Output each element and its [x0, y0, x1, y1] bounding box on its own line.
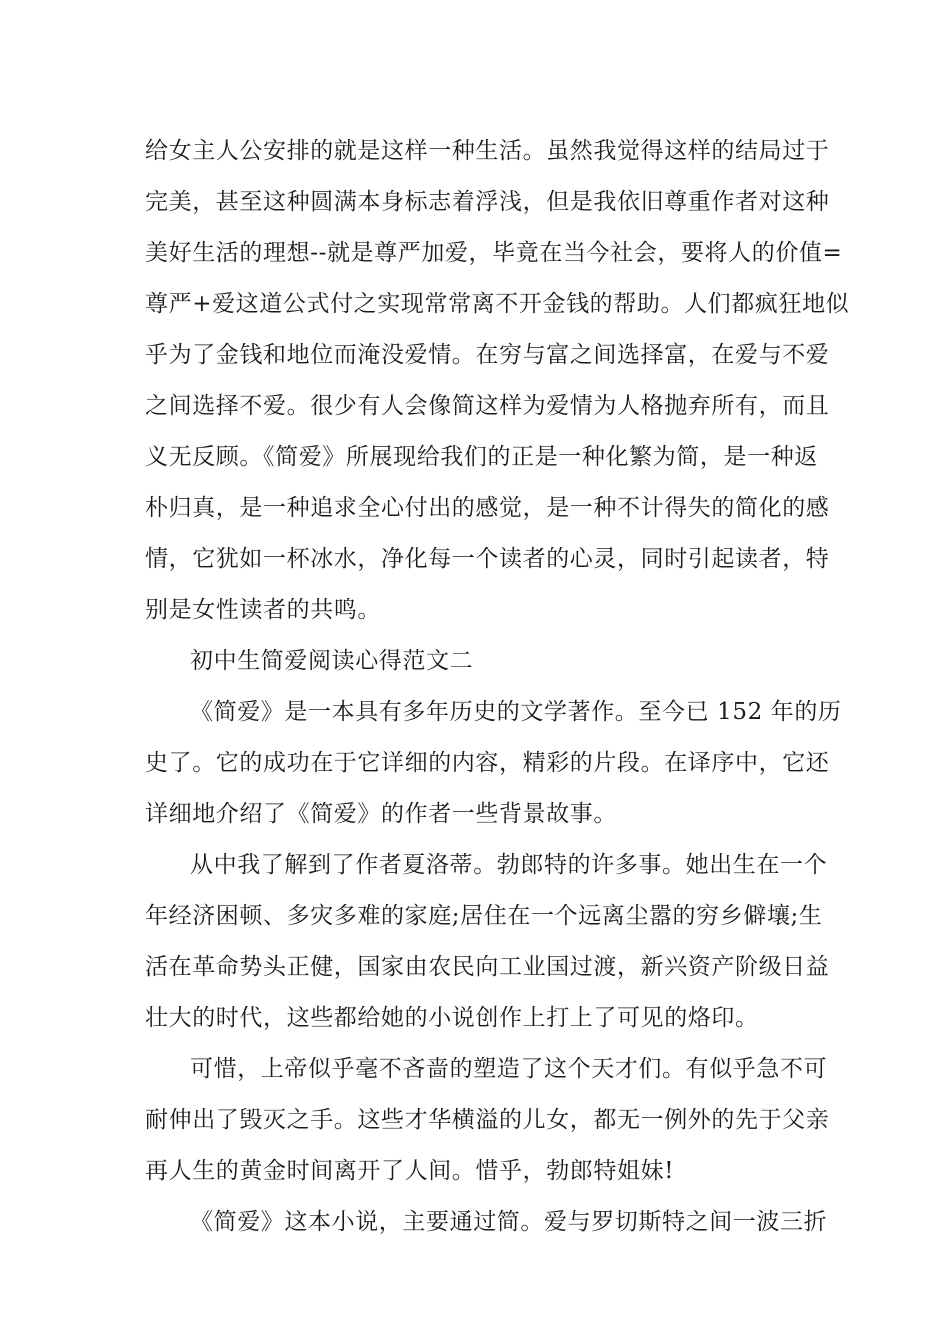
- text-line: 《简爱》这本小说，主要通过简。爱与罗切斯特之间一波三折: [190, 1209, 828, 1235]
- text-line: 再人生的黄金时间离开了人间。惜乎，勃郎特姐妹!: [145, 1158, 675, 1184]
- text-line: 给女主人公安排的就是这样一种生活。虽然我觉得这样的结局过于: [145, 138, 830, 164]
- text-line: 壮大的时代，这些都给她的小说创作上打上了可见的烙印。: [145, 1005, 759, 1031]
- text-line: 《简爱》是一本具有多年历史的文学著作。至今已 152 年的历: [190, 699, 842, 725]
- text-line: 尊严+爱这道公式付之实现常常离不开金钱的帮助。人们都疯狂地似: [145, 291, 850, 317]
- text-line: 从中我了解到了作者夏洛蒂。勃郎特的许多事。她出生在一个: [190, 852, 828, 878]
- text-line: 年经济困顿、多灾多难的家庭;居住在一个远离尘嚣的穷乡僻壤;生: [145, 903, 823, 929]
- text-line: 乎为了金钱和地位而淹没爱情。在穷与富之间选择富，在爱与不爱: [145, 342, 830, 368]
- text-line: 别是女性读者的共鸣。: [145, 597, 381, 623]
- text-line: 活在革命势头正健，国家由农民向工业国过渡，新兴资产阶级日益: [145, 954, 830, 980]
- text-line: 耐伸出了毁灭之手。这些才华横溢的儿女，都无一例外的先于父亲: [145, 1107, 830, 1133]
- text-line: 义无反顾。《简爱》所展现给我们的正是一种化繁为简，是一种返: [145, 444, 818, 470]
- text-line: 详细地介绍了《简爱》的作者一些背景故事。: [145, 801, 617, 827]
- text-line: 完美，甚至这种圆满本身标志着浮浅，但是我依旧尊重作者对这种: [145, 189, 830, 215]
- text-line: 情，它犹如一杯冰水，净化每一个读者的心灵，同时引起读者，特: [145, 546, 830, 572]
- text-line: 可惜，上帝似乎毫不吝啬的塑造了这个天才们。有似乎急不可: [190, 1056, 828, 1082]
- text-line: 史了。它的成功在于它详细的内容，精彩的片段。在译序中，它还: [145, 750, 830, 776]
- text-line: 朴归真，是一种追求全心付出的感觉，是一种不计得失的简化的感: [145, 495, 830, 521]
- text-line: 之间选择不爱。很少有人会像简这样为爱情为人格抛弃所有，而且: [145, 393, 830, 419]
- text-line: 美好生活的理想--就是尊严加爱，毕竟在当今社会，要将人的价值=: [145, 240, 843, 266]
- section-heading: 初中生简爱阅读心得范文二: [190, 648, 474, 674]
